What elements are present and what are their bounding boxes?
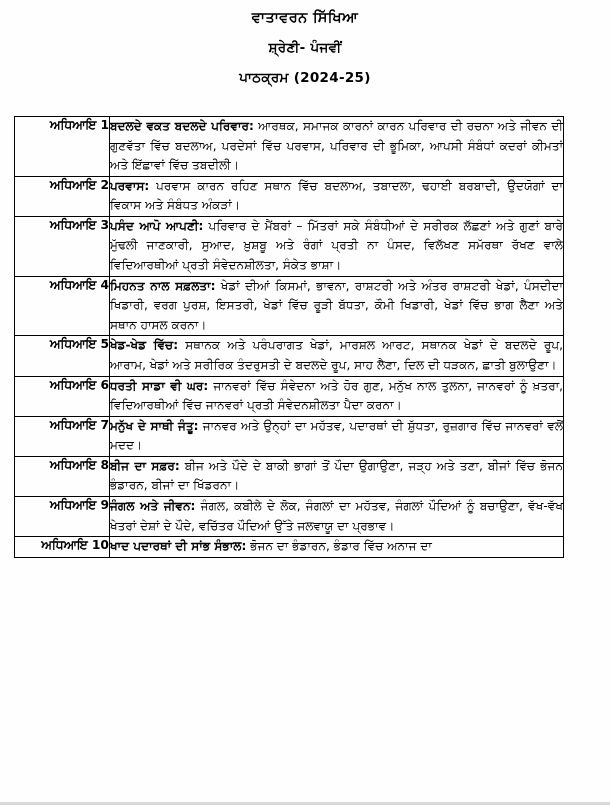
syllabus-year-label: ਪਾਠਕ੍ਰਮ (2024-25) — [239, 70, 371, 86]
chapter-topic: ਖਾਦ ਪਦਾਰਥਾਂ ਦੀ ਸਾਂਭ ਸੰਭਾਲ: — [110, 539, 247, 554]
chapter-description — [110, 176, 564, 216]
table-row — [15, 537, 564, 558]
chapter-topic: ਖੇਡ-ਖੇਡ ਵਿੱਚ: — [110, 338, 179, 353]
chapter-body: ਬੀਜ ਅਤੇ ਪੌਦੇ ਦੇ ਬਾਕੀ ਭਾਗਾਂ ਤੋਂ ਪੌਦਾ ਉਗਾਉਣਾ, ਜੜ੍ਹ ਅਤੇ ਤਣਾ, ਬੀਜਾਂ ਵਿੱਚ ਭੋਜਨ ਭੰਡਾਰਨ, ਬੀਜਾਂ ਦਾ ਖਿੱਡਰਨਾ। — [110, 458, 563, 493]
chapter-label: ਅਧਿਆਇ 4 — [15, 276, 110, 336]
chapter-body: ਭੋਜਨ ਦਾ ਭੰਡਾਰਨ, ਭੰਡਾਰ ਵਿੱਚ ਅਨਾਜ ਦਾ — [246, 539, 432, 554]
chapter-description — [110, 216, 564, 276]
chapter-topic: ਧਰਤੀ ਸਾਡਾ ਵੀ ਘਰ: — [110, 378, 209, 393]
table-row — [15, 216, 564, 276]
chapter-body: ਆਰਥਕ, ਸਮਾਜਕ ਕਾਰਨਾਂ ਕਾਰਨ ਪਰਿਵਾਰ ਦੀ ਰਚਨਾ ਅਤੇ ਜੀਵਨ ਦੀ ਗੁਣਵੱਤਾ ਵਿੱਚ ਬਦਲਾਅ, ਪਰਦੇਸਾਂ ਵਿੱਚ ਪਰਵਾਸ, ਪਰਿਵਾਰ ਦੀ ਭੂਮਿਕਾ, ਆਪਸੀ ਸੰਬੰਧਾਂ ਕਦਰਾਂ ਕੀਮਤਾਂ ਅਤੇ ਇੱਛਾਵਾਂ ਵਿੱਚ ਤਬਦੀਲੀ। — [110, 119, 564, 173]
chapter-body: ਪਰਿਵਾਰ ਦੇ ਮੈਂਬਰਾਂ – ਮਿੱਤਰਾਂ ਸਕੇ ਸੰਬੰਧੀਆਂ ਦੇ ਸਰੀਰਕ ਲੱਛਣਾਂ ਅਤੇ ਗੁਣਾਂ ਬਾਰੇ ਮੁੱਢਲੀ ਜਾਣਕਾਰੀ, ਸੁਆਦ, ਖ਼ੁਸ਼ਬੂ ਅਤੇ ਰੰਗਾਂ ਪ੍ਰਤੀ ਨਾ ਪੰਸਦ, ਵਿਲੱਖਣ ਸਮੱਰਥਾ ਰੱਖਣ ਵਾਲੇ ਵਿਦਿਆਰਥੀਆਂ ਪ੍ਰਤੀ ਸੰਵੇਦਨਸ਼ੀਲਤਾ, ਸੰਕੇਤ ਭਾਸ਼ਾ। — [110, 218, 563, 273]
chapter-label: ਅਧਿਆਇ 7 — [15, 416, 110, 456]
chapter-label: ਅਧਿਆਇ 1 — [15, 117, 110, 177]
chapter-description — [110, 456, 564, 496]
chapter-label: ਅਧਿਆਇ 3 — [15, 216, 110, 276]
chapter-description — [110, 117, 564, 177]
table-row — [15, 176, 564, 216]
chapter-topic: ਪਸੰਦ ਆਪੋ ਆਪਣੀ: — [110, 218, 204, 233]
chapter-topic: ਮਿਹਨਤ ਨਾਲ ਸਫ਼ਲਤਾ: — [110, 278, 216, 293]
chapter-body: ਜੰਗਲ, ਕਬੀਲੇ ਦੇ ਲੋਕ, ਜੰਗਲਾਂ ਦਾ ਮਹੱਤਵ, ਜੰਗਲਾਂ ਪੌਦਿਆਂ ਨੂੰ ਬਚਾਉਣਾ, ਵੱਖ-ਵੱਖ ਖੇਤਰਾਂ ਦੇਸ਼ਾਂ ਦੇ ਪੌਦੇ, ਵਚਿੱਤਰ ਪੌਦਿਆਂ ਉੱਤੇ ਜਲਵਾਯੂ ਦਾ ਪ੍ਰਭਾਵ। — [110, 498, 563, 533]
chapter-body: ਸਥਾਨਕ ਅਤੇ ਪਰੰਪਰਾਗਤ ਖੇਡਾਂ, ਮਾਰਸ਼ਲ ਆਰਟ, ਸਥਾਨਕ ਖੇਡਾਂ ਦੇ ਬਦਲਦੇ ਰੂਪ, ਆਰਾਮ, ਖੇਡਾਂ ਅਤੇ ਸਰੀਰਿਕ ਤੰਦਰੁਸਤੀ ਦੇ ਬਦਲਦੇ ਰੂਪ, ਸਾਹ ਲੈਣਾ, ਦਿਲ ਦੀ ਧੜਕਨ, ਛਾਤੀ ਬੁਲਾਉਣਾ। — [110, 338, 563, 372]
class-subtitle: ਸ਼੍ਰੇਣੀ- ਪੰਜਵੀਂ — [268, 39, 342, 56]
chapter-topic: ਬੀਜ ਦਾ ਸਫ਼ਰ: — [110, 458, 180, 473]
chapter-topic: ਜੰਗਲ ਅਤੇ ਜੀਵਨ: — [110, 498, 196, 513]
table-row — [15, 336, 564, 376]
chapter-label: ਅਧਿਆਇ 9 — [15, 496, 110, 536]
table-row — [15, 376, 564, 416]
table-row — [15, 117, 564, 177]
chapter-label: ਅਧਿਆਇ 6 — [15, 376, 110, 416]
syllabus-table-wrapper — [14, 116, 563, 558]
chapter-description — [110, 496, 564, 536]
chapter-body: ਜਾਨਵਰ ਅਤੇ ਉਨ੍ਹਾਂ ਦਾ ਮਹੱਤਵ, ਪਦਾਰਥਾਂ ਦੀ ਸ਼ੁੱਧਤਾ, ਰੁਜ਼ਗਾਰ ਵਿੱਚ ਜਾਨਵਰਾਂ ਵਲੋਂ ਮਦਦ। — [110, 418, 563, 453]
chapter-body: ਪਰਵਾਸ ਕਾਰਨ ਰਹਿਣ ਸਥਾਨ ਵਿੱਚ ਬਦਲਾਅ, ਤਬਾਦਲਾ, ਢਹਾਈ ਬਰਬਾਦੀ, ਉਦਯੋਗਾਂ ਦਾ ਵਿਕਾਸ ਅਤੇ ਸੰਬੰਧਤ ਅੰਕੜਾਂ। — [110, 178, 563, 213]
syllabus-table-body — [15, 117, 564, 558]
chapter-description — [110, 537, 564, 558]
syllabus-table — [14, 116, 564, 558]
chapter-label: ਅਧਿਆਇ 5 — [15, 336, 110, 376]
chapter-label: ਅਧਿਆਇ 10 — [15, 537, 110, 558]
document-heading — [0, 0, 610, 86]
chapter-label: ਅਧਿਆਇ 8 — [15, 456, 110, 496]
chapter-topic: ਬਦਲਦੇ ਵਕਤ ਬਦਲਦੇ ਪਰਿਵਾਰ: — [110, 119, 254, 133]
chapter-label: ਅਧਿਆਇ 2 — [15, 176, 110, 216]
chapter-description — [110, 336, 564, 376]
table-row — [15, 276, 564, 336]
chapter-description — [110, 376, 564, 416]
chapter-body: ਜਾਨਵਰਾਂ ਵਿੱਚ ਸੰਵੇਦਨਾ ਅਤੇ ਹੋਰ ਗੁਣ, ਮਨੁੱਖ ਨਾਲ ਤੁਲਨਾ, ਜਾਨਵਰਾਂ ਨੂੰ ਖ਼ਤਰਾ, ਵਿਦਿਆਰਥੀਆਂ ਵਿੱਚ ਜਾਨਵਰਾਂ ਪ੍ਰਤੀ ਸੰਵੇਦਨਸ਼ੀਲਤਾ ਪੈਦਾ ਕਰਨਾ। — [110, 378, 563, 413]
page-title: ਵਾਤਾਵਰਨ ਸਿੱਖਿਆ — [251, 10, 359, 26]
chapter-body: ਖੇਡਾਂ ਦੀਆਂ ਕਿਸਮਾਂ, ਭਾਵਨਾ, ਰਾਸ਼ਟਰੀ ਅਤੇ ਅੰਤਰ ਰਾਸ਼ਟਰੀ ਖੇਡਾਂ, ਪੰਸਦੀਦਾ ਖਿਡਾਰੀ, ਵਰਗ ਪੁਰਸ਼, ਇਸਤਰੀ, ਖੇਡਾਂ ਵਿੱਚ ਰੂੜੀ ਬੱਧਤਾ, ਕੌਮੀ ਖਿਡਾਰੀ, ਖੇਡਾਂ ਵਿੱਚ ਭਾਗ ਲੈਣਾ ਅਤੇ ਸਥਾਨ ਹਾਸਲ ਕਰਨਾ। — [110, 278, 564, 332]
chapter-description — [110, 416, 564, 456]
chapter-description — [110, 276, 564, 336]
table-row — [15, 416, 564, 456]
table-row — [15, 496, 564, 536]
table-row — [15, 456, 564, 496]
chapter-topic: ਮਨੁੱਖ ਦੇ ਸਾਥੀ ਜੰਤੂ: — [110, 418, 199, 433]
chapter-topic: ਪਰਵਾਸ: — [110, 178, 150, 193]
